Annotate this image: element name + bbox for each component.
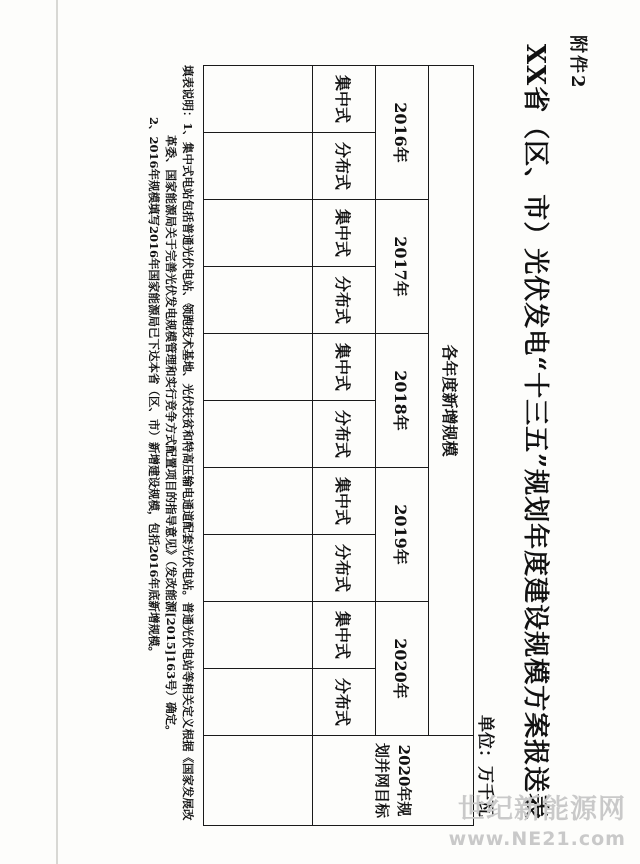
attachment-label: 附件2	[567, 35, 588, 90]
value-cell	[204, 267, 313, 334]
site-watermark	[449, 787, 626, 850]
note-text-1: 1、集中式电站包括普通光伏电站、领跑技术基地、光伏扶贫和特高压输电通道配套光伏电站。普通光伏电站等相关定义根据《国家发展改	[181, 122, 195, 821]
note-line-3: 2、2016年规模填写2016年国家能源局已下达本省（区、市）新增建设规模，包括2016年底新增规模。	[147, 117, 161, 659]
value-cell	[204, 133, 313, 200]
year-header-2020: 2020年	[376, 602, 429, 736]
watermark-site-name: 世纪新能源网	[458, 794, 626, 825]
value-cell	[204, 669, 313, 736]
document-title: XX省（区、市）光伏发电“十三五”规划年度建设规模方案报送表	[520, 43, 550, 821]
value-cell	[204, 736, 313, 826]
type-distributed-2018: 分布式	[313, 401, 376, 468]
note-line-1	[179, 65, 196, 835]
year-header-2017: 2017年	[376, 200, 429, 334]
type-distributed-2020: 分布式	[313, 669, 376, 736]
value-cell	[204, 66, 313, 133]
type-centralized-2016: 集中式	[313, 66, 376, 133]
scale-table	[203, 65, 474, 826]
header-2020-target: 2020年规划并网目标	[313, 736, 474, 826]
type-distributed-2017: 分布式	[313, 267, 376, 334]
year-header-2019: 2019年	[376, 468, 429, 602]
type-centralized-2019: 集中式	[313, 468, 376, 535]
type-centralized-2017: 集中式	[313, 200, 376, 267]
rotated-document	[40, 17, 600, 847]
year-header-2018: 2018年	[376, 334, 429, 468]
type-distributed-2016: 分布式	[313, 133, 376, 200]
header-annual-increment: 各年度新增规模	[429, 66, 474, 736]
value-cell	[204, 200, 313, 267]
value-cell	[204, 468, 313, 535]
year-header-2016: 2016年	[376, 66, 429, 200]
notes-label: 填表说明：	[181, 65, 195, 123]
type-centralized-2018: 集中式	[313, 334, 376, 401]
fill-instructions	[145, 65, 196, 835]
type-centralized-2020: 集中式	[313, 602, 376, 669]
value-cell	[204, 401, 313, 468]
note-line-2: 革委、国家能源局关于完善光伏发电规模管理和实行竞争方式配置项目的指导意见》（发改能源[2015]163号）确定。	[164, 135, 178, 737]
value-cell	[204, 602, 313, 669]
watermark-url: www.NE21.com	[448, 828, 626, 850]
type-distributed-2019: 分布式	[313, 535, 376, 602]
unit-label: 单位：万千瓦	[475, 715, 495, 817]
value-cell	[204, 334, 313, 401]
value-cell	[204, 535, 313, 602]
